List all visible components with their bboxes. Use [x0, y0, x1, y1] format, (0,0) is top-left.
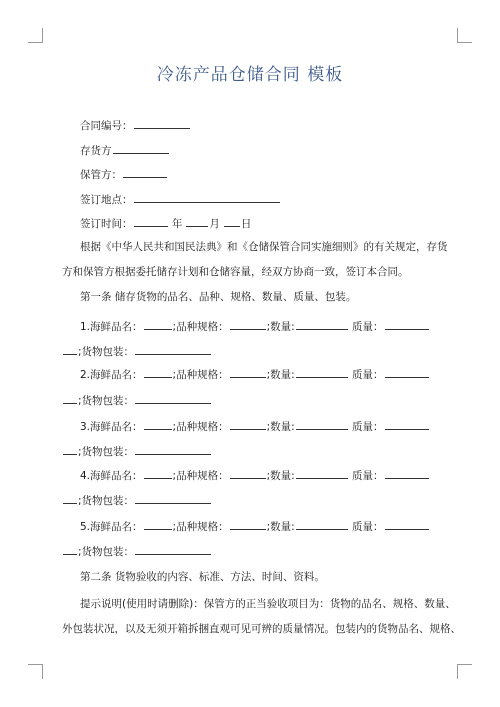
item-3-quality-blank[interactable] [385, 418, 429, 430]
item-3-quality-blank-cont[interactable] [63, 443, 77, 455]
item-5-name-blank[interactable] [144, 518, 172, 530]
contract-number-blank[interactable] [134, 117, 190, 129]
article-2-heading: 第二条 货物验收的内容、标准、方法、时间、资料。 [80, 571, 325, 583]
custodian-blank[interactable] [123, 166, 167, 178]
item-2-pack-line [62, 392, 446, 408]
article-1-heading: 第一条 储存货物的品名、品种、规格、数量、质量、包装。 [80, 291, 357, 303]
item-2-spec-blank[interactable] [230, 366, 266, 378]
item-2-name-label: 2.海鲜品名： [80, 369, 143, 381]
sign-place-line [80, 191, 446, 207]
item-4-name-blank[interactable] [144, 467, 172, 479]
sign-time-line [80, 215, 446, 231]
item-5-spec-label: ;品种规格： [172, 521, 229, 533]
day-blank[interactable] [224, 215, 240, 227]
year-label: 年 [171, 218, 183, 230]
item-2-spec-label: ;品种规格： [172, 369, 229, 381]
item-1-pack-label: ;货物包装： [78, 346, 135, 358]
custodian-label: 保管方： [80, 169, 122, 181]
custodian-line [80, 166, 446, 182]
item-5-spec-blank[interactable] [230, 518, 266, 530]
item-4-name-label: 4.海鲜品名： [80, 470, 143, 482]
item-5-quality-blank-cont[interactable] [63, 543, 77, 555]
item-3-name-label: 3.海鲜品名： [80, 421, 143, 433]
item-4-quality-label: 质量： [352, 470, 384, 482]
item-5-pack-label: ;货物包装： [78, 546, 135, 558]
item-3-name-blank[interactable] [144, 418, 172, 430]
sign-place-blank[interactable] [134, 191, 280, 203]
item-1-quality-blank-cont[interactable] [63, 343, 77, 355]
item-5-quality-label: 质量： [352, 521, 384, 533]
item-3-line [80, 418, 446, 434]
item-1-qty-blank[interactable] [296, 318, 348, 330]
depositor-label: 存货方 [80, 145, 112, 157]
item-4-quality-blank[interactable] [385, 467, 429, 479]
item-4-qty-label: ;数量: [266, 470, 295, 482]
item-1-pack-blank[interactable] [135, 343, 211, 355]
item-2-quality-blank[interactable] [385, 366, 429, 378]
depositor-line [80, 142, 446, 158]
item-5-qty-label: ;数量: [266, 521, 295, 533]
item-5-pack-line [62, 543, 446, 559]
sign-place-label: 签订地点： [80, 194, 133, 206]
item-3-spec-label: ;品种规格： [172, 421, 229, 433]
item-3-spec-blank[interactable] [230, 418, 266, 430]
item-4-quality-blank-cont[interactable] [63, 492, 77, 504]
item-1-quality-blank[interactable] [385, 318, 429, 330]
item-2-line [80, 366, 446, 382]
item-4-pack-label: ;货物包装： [78, 495, 135, 507]
item-1-pack-line [62, 343, 446, 359]
item-3-pack-blank[interactable] [135, 443, 211, 455]
item-5-qty-blank[interactable] [296, 518, 348, 530]
item-5-line [80, 518, 446, 534]
item-1-line [80, 318, 446, 334]
item-4-spec-blank[interactable] [230, 467, 266, 479]
item-4-qty-blank[interactable] [296, 467, 348, 479]
year-blank[interactable] [134, 215, 168, 227]
item-1-name-blank[interactable] [144, 318, 172, 330]
item-1-name-label: 1.海鲜品名： [80, 321, 143, 333]
item-2-pack-blank[interactable] [135, 392, 211, 404]
item-3-qty-label: ;数量: [266, 421, 295, 433]
item-2-pack-label: ;货物包装： [78, 395, 135, 407]
item-3-qty-blank[interactable] [296, 418, 348, 430]
item-2-quality-blank-cont[interactable] [63, 392, 77, 404]
month-blank[interactable] [186, 215, 208, 227]
intro-line-2: 方和保管方根据委托储存计划和仓储容量，经双方协商一致，签订本合同。 [62, 266, 409, 278]
item-2-qty-blank[interactable] [296, 366, 348, 378]
item-5-name-label: 5.海鲜品名： [80, 521, 143, 533]
item-4-line [80, 467, 446, 483]
contract-number-line [80, 117, 446, 133]
item-2-name-blank[interactable] [144, 366, 172, 378]
item-2-quality-label: 质量： [352, 369, 384, 381]
note-line-1: 提示说明(使用时请删除)：保管方的正当验收项目为：货物的品名、规格、数量、 [80, 598, 456, 610]
item-4-pack-blank[interactable] [135, 492, 211, 504]
intro-line-1: 根据《中华人民共和国民法典》和《仓储保管合同实施细则》的有关规定，存货 [80, 241, 448, 253]
item-5-pack-blank[interactable] [135, 543, 211, 555]
item-1-spec-label: ;品种规格： [172, 321, 229, 333]
crop-mark-top-left [28, 28, 43, 43]
item-3-pack-label: ;货物包装： [78, 446, 135, 458]
month-label: 月 [209, 218, 220, 230]
item-2-qty-label: ;数量: [266, 369, 295, 381]
day-label: 日 [240, 218, 252, 230]
contract-number-label: 合同编号： [80, 120, 133, 132]
item-4-spec-label: ;品种规格： [172, 470, 229, 482]
item-1-quality-label: 质量： [352, 321, 384, 333]
item-1-spec-blank[interactable] [230, 318, 266, 330]
crop-mark-top-right [457, 28, 472, 43]
item-3-pack-line [62, 443, 446, 459]
document-title: 冷冻产品仓储合同 模板 [156, 65, 344, 85]
sign-time-label: 签订时间： [80, 218, 133, 230]
depositor-blank[interactable] [113, 142, 169, 154]
crop-mark-bottom-left [28, 664, 43, 679]
item-3-quality-label: 质量： [352, 421, 384, 433]
item-4-pack-line [62, 492, 446, 508]
crop-mark-bottom-right [457, 664, 472, 679]
note-line-2: 外包装状况，以及无须开箱拆捆直观可见可辨的质量情况。包装内的货物品名、规格、 [62, 623, 461, 635]
item-1-qty-label: ;数量: [266, 321, 295, 333]
item-5-quality-blank[interactable] [385, 518, 429, 530]
